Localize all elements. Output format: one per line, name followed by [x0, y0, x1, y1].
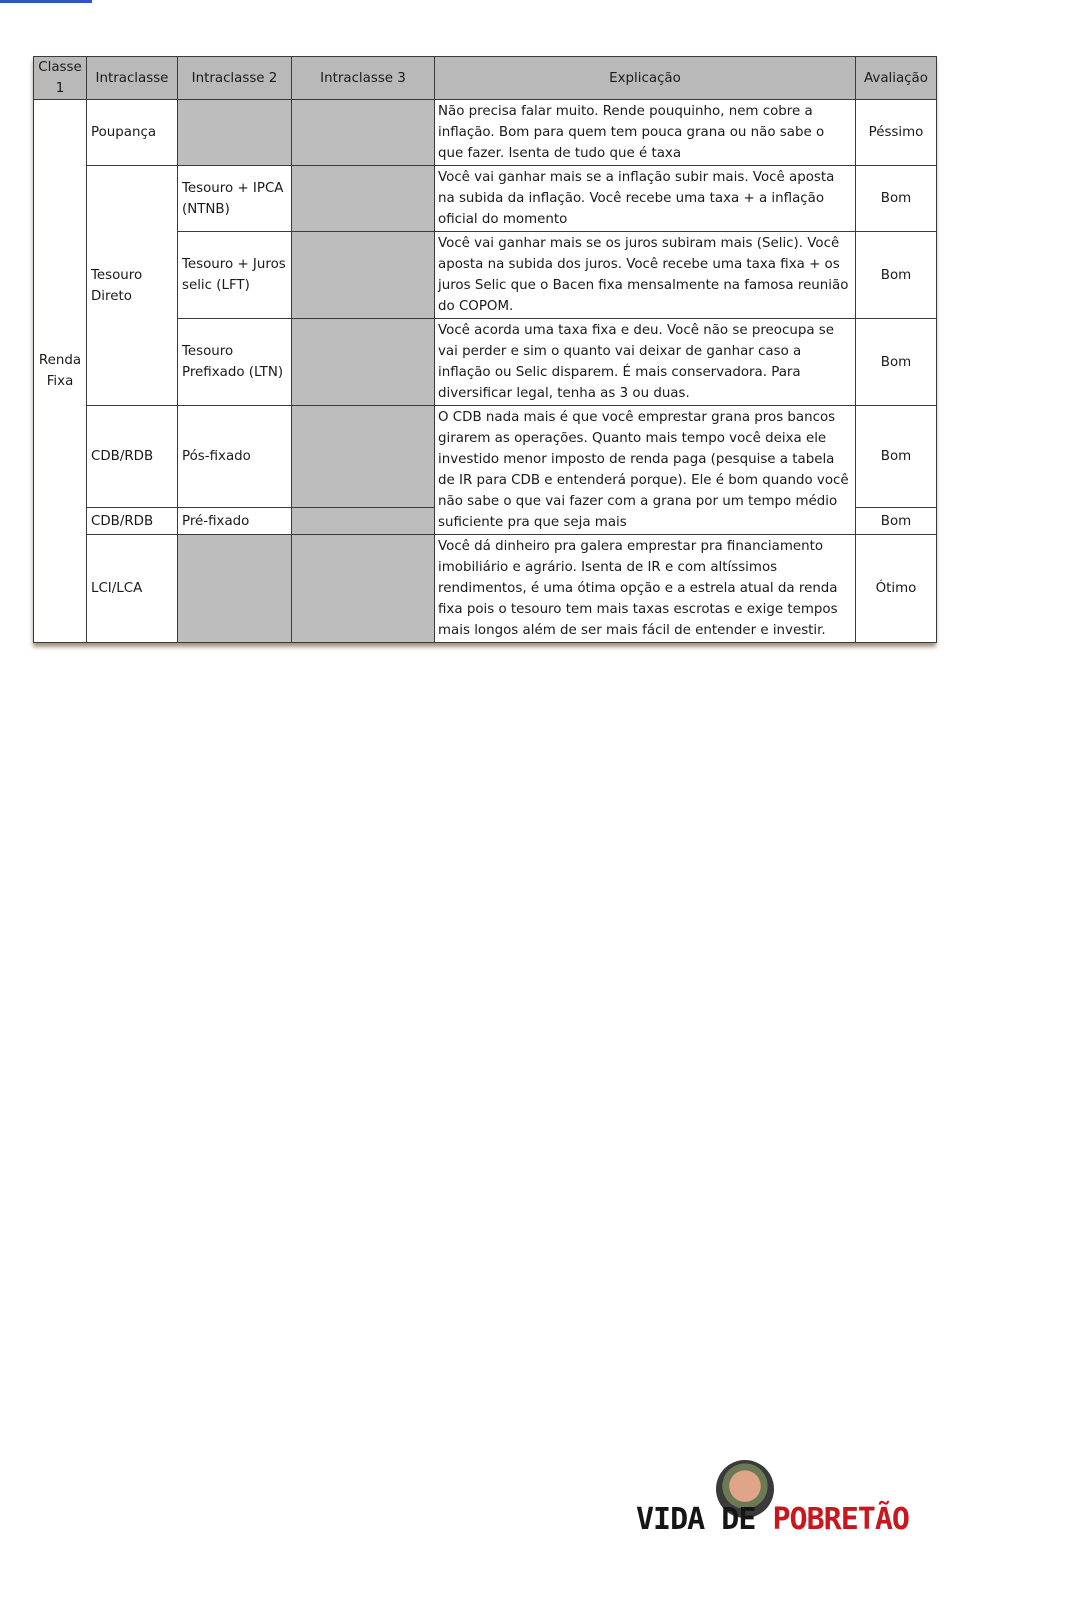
empty-cell	[292, 319, 435, 406]
explicacao-cell: Você vai ganhar mais se a inflação subir mais. Você aposta na subida da inflação. Você recebe uma taxa + a inflação oficial do momento	[435, 166, 856, 232]
header-intraclasse3: Intraclasse 3	[292, 57, 435, 100]
table-row	[34, 406, 937, 508]
explicacao-cell: Você vai ganhar mais se os juros subiram mais (Selic). Você aposta na subida dos juros. Você recebe uma taxa fixa + os juros Selic que o Bacen fixa mensalmente na famosa reunião do COPOM.	[435, 232, 856, 319]
empty-cell	[292, 166, 435, 232]
intraclasse-cell: Tesouro Direto	[87, 166, 178, 406]
header-intraclasse: Intraclasse	[87, 57, 178, 100]
explicacao-cell: O CDB nada mais é que você emprestar grana pros bancos girarem as operações. Quanto mais tempo você deixa ele investido menor imposto de renda paga (pesquise a tabela de IR para CDB e entenderá porque). Ele é bom quando você não sabe o que vai fazer com a grana por um tempo médio suficiente pra que seja mais	[435, 406, 856, 535]
avaliacao-cell: Ótimo	[856, 535, 937, 643]
investment-table	[33, 56, 937, 643]
intraclasse-cell: Poupança	[87, 100, 178, 166]
intraclasse-cell: CDB/RDB	[87, 508, 178, 535]
intraclasse2-cell: Pré-fixado	[178, 508, 292, 535]
empty-cell	[292, 232, 435, 319]
classe1-cell: Renda Fixa	[34, 100, 87, 643]
intraclasse2-cell: Pós-fixado	[178, 406, 292, 508]
explicacao-cell: Você acorda uma taxa fixa e deu. Você não se preocupa se vai perder e sim o quanto vai deixar de ganhar caso a inflação ou Selic disparem. É mais conservadora. Para diversificar legal, tenha as 3 ou duas.	[435, 319, 856, 406]
header-intraclasse2: Intraclasse 2	[178, 57, 292, 100]
empty-cell	[292, 100, 435, 166]
intraclasse-cell: CDB/RDB	[87, 406, 178, 508]
table-row	[34, 535, 937, 643]
avaliacao-cell: Bom	[856, 406, 937, 508]
logo-text-part1: VIDA DE	[636, 1502, 773, 1537]
avaliacao-cell: Bom	[856, 319, 937, 406]
avaliacao-cell: Bom	[856, 232, 937, 319]
avaliacao-cell: Péssimo	[856, 100, 937, 166]
vida-de-pobretao-logo	[636, 1460, 909, 1542]
logo-text-part2: POBRETÃO	[772, 1502, 909, 1537]
avaliacao-cell: Bom	[856, 508, 937, 535]
intraclasse2-cell: Tesouro Prefixado (LTN)	[178, 319, 292, 406]
table-row	[34, 100, 937, 166]
header-avaliacao: Avaliação	[856, 57, 937, 100]
empty-cell	[292, 535, 435, 643]
table-row	[34, 166, 937, 232]
explicacao-cell: Não precisa falar muito. Rende pouquinho, nem cobre a inflação. Bom para quem tem pouca grana ou não sabe o que fazer. Isenta de tudo que é taxa	[435, 100, 856, 166]
intraclasse-cell: LCI/LCA	[87, 535, 178, 643]
header-explicacao: Explicação	[435, 57, 856, 100]
explicacao-cell: Você dá dinheiro pra galera emprestar pra financiamento imobiliário e agrário. Isenta de IR e com altíssimos rendimentos, é uma ótima opção e a estrela atual da renda fixa pois o tesouro tem mais taxas escrotas e exige tempos mais longos além de ser mais fácil de entender e investir.	[435, 535, 856, 643]
table-header-row	[34, 57, 937, 100]
empty-cell	[178, 535, 292, 643]
empty-cell	[178, 100, 292, 166]
empty-cell	[292, 406, 435, 508]
investment-table-container	[33, 56, 936, 643]
header-classe1: Classe 1	[34, 57, 87, 100]
logo-text	[636, 1500, 909, 1540]
intraclasse2-cell: Tesouro + Juros selic (LFT)	[178, 232, 292, 319]
avaliacao-cell: Bom	[856, 166, 937, 232]
intraclasse2-cell: Tesouro + IPCA (NTNB)	[178, 166, 292, 232]
top-link-underline[interactable]	[0, 0, 92, 3]
empty-cell	[292, 508, 435, 535]
